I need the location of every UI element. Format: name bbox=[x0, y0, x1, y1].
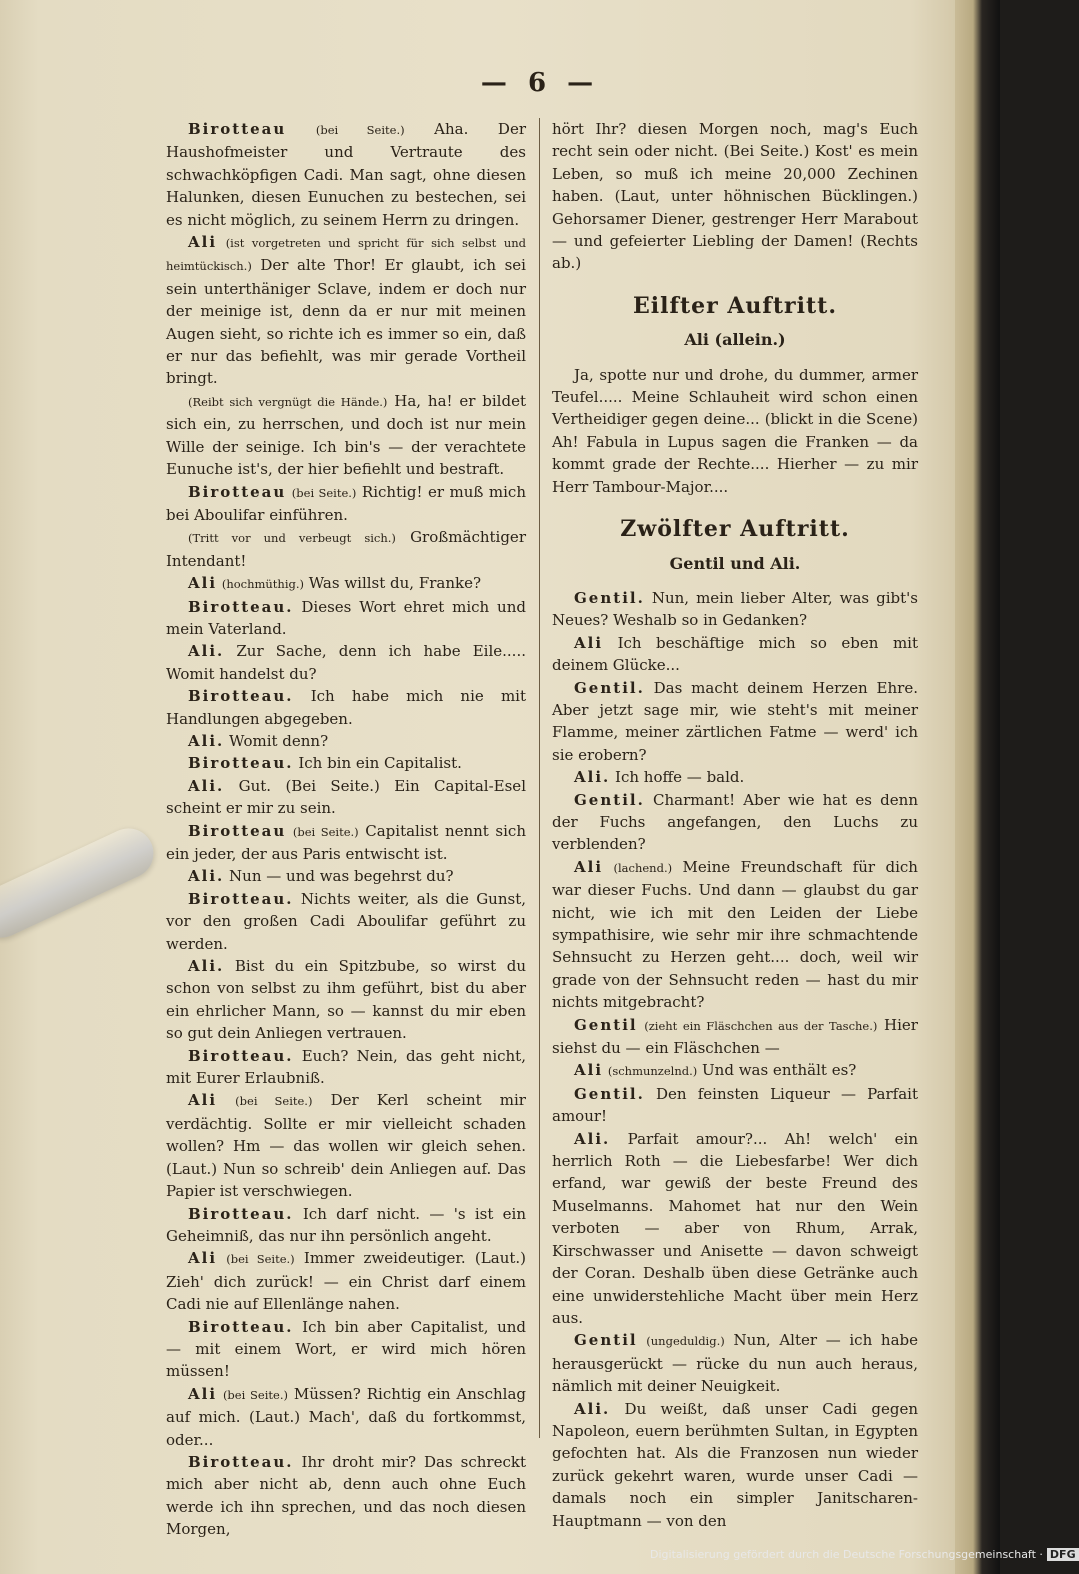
column-divider bbox=[539, 118, 540, 1438]
dialogue-text: Ich bin ein Capitalist. bbox=[298, 754, 462, 773]
dialogue-line bbox=[552, 632, 918, 677]
stage-direction: (schmunzelnd.) bbox=[607, 1064, 698, 1079]
dialogue-line bbox=[166, 955, 526, 1045]
dialogue-line bbox=[166, 640, 526, 685]
speaker-name: Ali. bbox=[188, 957, 225, 976]
dialogue-line bbox=[166, 730, 526, 752]
speaker-name: Ali bbox=[574, 857, 604, 876]
dialogue-text: Ich habe mich nie mit Handlungen abgegeben. bbox=[166, 687, 526, 728]
dialogue-line bbox=[166, 752, 526, 774]
dialogue-line bbox=[166, 1451, 526, 1541]
scene-11-subheading: Ali (allein.) bbox=[684, 330, 786, 350]
speaker-name: Ali. bbox=[188, 731, 225, 750]
dialogue-text: Ich bin aber Capitalist, und — mit einem Wort, er wird mich hören müssen! bbox=[166, 1317, 526, 1381]
continued-dialogue: hört Ihr? diesen Morgen noch, mag's Euch recht sein oder nicht. (Bei Seite.) Kost' es mein Leben, so muß ich meine 20,000 Zechinen haben. (Laut, unter höhnischen Bücklingen.) Gehorsamer Diener, gestrenger Herr Marabout — und gefeierter Liebling der Damen! (Rechts ab.) bbox=[552, 120, 918, 273]
dialogue-text: Immer zweideutiger. (Laut.) Zieh' dich zurück! — ein Christ darf einem Cadi nie auf Ellenlänge nahen. bbox=[166, 1249, 526, 1314]
speaker-name: Gentil. bbox=[574, 790, 645, 809]
stage-direction: (bei Seite.) bbox=[235, 1094, 313, 1109]
speaker-name: Birotteau. bbox=[188, 754, 294, 773]
dialogue-text: Nun — und was begehrst du? bbox=[229, 867, 454, 886]
dialogue-line bbox=[552, 587, 918, 632]
speaker-name: Gentil bbox=[574, 1331, 638, 1350]
speaker-name: Ali. bbox=[188, 642, 225, 661]
dialogue-line bbox=[166, 1045, 526, 1090]
speaker-name: Birotteau bbox=[188, 482, 287, 501]
dialogue-text: Ich darf nicht. — 's ist ein Geheimniß, das nur ihn persönlich angeht. bbox=[166, 1204, 526, 1245]
dialogue-line bbox=[166, 1316, 526, 1383]
speaker-name: Birotteau bbox=[188, 821, 287, 840]
dialogue-line bbox=[552, 677, 918, 767]
stage-direction: (zieht ein Fläschchen aus der Tasche.) bbox=[644, 1018, 878, 1033]
speaker-name: Birotteau. bbox=[188, 1204, 294, 1223]
dialogue-line bbox=[166, 820, 526, 866]
speaker-name: Birotteau. bbox=[188, 1046, 294, 1065]
book-spine-edge bbox=[955, 0, 1000, 1574]
dialogue-line bbox=[166, 526, 526, 572]
speaker-name: Ali. bbox=[188, 776, 225, 795]
speaker-name: Gentil bbox=[574, 1015, 638, 1034]
dialogue-text: Ihr droht mir? Das schreckt mich aber nicht ab, denn auch ohne Euch werde ich ihn sprechen, und das noch diesen Morgen, bbox=[166, 1452, 526, 1539]
dialogue-line bbox=[552, 766, 918, 788]
speaker-name: Ali bbox=[574, 1061, 604, 1080]
dialogue-line bbox=[552, 1329, 918, 1397]
speaker-name: Birotteau. bbox=[188, 889, 294, 908]
stage-direction: (Tritt vor und verbeugt sich.) bbox=[188, 531, 396, 546]
stage-direction: (bei Seite.) bbox=[292, 824, 359, 839]
dialogue-text: Den feinsten Liqueur — Parfait amour! bbox=[552, 1084, 918, 1126]
dialogue-text: Hier siehst du — ein Fläschchen — bbox=[552, 1015, 918, 1058]
left-text-column bbox=[166, 118, 526, 1541]
speaker-name: Ali bbox=[188, 1091, 218, 1110]
dialogue-line bbox=[166, 1247, 526, 1315]
dialogue-text: Das macht deinem Herzen Ehre. Aber jetzt sage mir, wie steht's mit meiner Flamme, meiner zärtlichen Fatme — werd' ich sie erobern? bbox=[552, 678, 918, 764]
dialogue-text: Meine Freundschaft für dich war dieser Fuchs. Und dann — glaubst du gar nicht, wie ich mit den Leiden der Liebe sympathisire, wie sehr mir ihre schmachtende Sehnsucht zu Herzen geht.... doch, weil wir grade von der Sehnsucht reden — hast du mir nichts mitgebracht? bbox=[552, 857, 918, 1012]
speaker-name: Ali bbox=[188, 1249, 218, 1268]
dfg-logo: DFG bbox=[1047, 1548, 1079, 1561]
dialogue-text: Was willst du, Franke? bbox=[308, 574, 482, 593]
dialogue-line bbox=[552, 789, 918, 856]
scene-12-dialogue bbox=[552, 587, 918, 1532]
scene-12-subheading: Gentil und Ali. bbox=[669, 553, 801, 573]
speaker-name: Ali bbox=[188, 574, 218, 593]
dialogue-line bbox=[166, 118, 526, 231]
dialogue-text: Charmant! Aber wie hat es denn der Fuchs angefangen, den Luchs zu verblenden? bbox=[552, 790, 918, 854]
speaker-name: Gentil. bbox=[574, 678, 645, 697]
dialogue-line bbox=[166, 685, 526, 730]
scene-12-heading: Zwölfter Auftritt. bbox=[620, 516, 850, 543]
dialogue-line bbox=[166, 596, 526, 641]
dialogue-line bbox=[166, 390, 526, 481]
dialogue-line bbox=[552, 1128, 918, 1330]
dialogue-text: Ha, ha! er bildet sich ein, zu herrschen, und doch ist nur mein Wille der seinige. Ich bin's — der verachtete Eunuche ist's, der hier befiehlt und bestraft. bbox=[166, 391, 526, 479]
dialogue-text: Dieses Wort ehret mich und mein Vaterland. bbox=[166, 597, 526, 638]
stage-direction: (lachend.) bbox=[613, 860, 673, 875]
stage-direction: (hochmüthig.) bbox=[221, 577, 305, 592]
dialogue-line bbox=[166, 231, 526, 390]
speaker-name: Gentil. bbox=[574, 1084, 645, 1103]
dialogue-line bbox=[166, 1203, 526, 1248]
dialogue-text: Der Kerl scheint mir verdächtig. Sollte er mir vielleicht schaden wollen? Hm — das wollen wir gleich sehen. (Laut.) Nun so schreib' dein Anliegen auf. Das Papier ist verschwiegen. bbox=[166, 1091, 526, 1201]
dialogue-text: Der alte Thor! Er glaubt, ich sei sein unterthäniger Sclave, indem er doch nur der meinige ist, denn da er nur mit meinen Augen sieht, so richte ich es immer so ein, daß er nur das befiehlt, was mir gerade Vortheil bringt. bbox=[166, 256, 526, 388]
dialogue-text: Müssen? Richtig ein Anschlag auf mich. (Laut.) Mach', daß du fortkommst, oder... bbox=[166, 1384, 526, 1449]
dialogue-line bbox=[166, 1089, 526, 1202]
stage-direction: (bei Seite.) bbox=[222, 1387, 288, 1402]
dialogue-text: Nichts weiter, als die Gunst, vor den großen Cadi Aboulifar geführt zu werden. bbox=[166, 889, 526, 953]
dialogue-text: Euch? Nein, das geht nicht, mit Eurer Erlaubniß. bbox=[166, 1046, 526, 1088]
dialogue-line bbox=[552, 856, 918, 1014]
dialogue-text: Aha. Der Haushofmeister und Vertraute des schwachköpfigen Cadi. Man sagt, ohne diesen Halunken, diesen Eunuchen zu bestechen, sei es nicht möglich, zu seinem Herrn zu dringen. bbox=[166, 120, 526, 229]
stage-direction: (ist vorgetreten und spricht für sich selbst und heimtückisch.) bbox=[166, 236, 526, 274]
dialogue-text: Ich hoffe — bald. bbox=[615, 768, 745, 787]
dialogue-text: Ich beschäftige mich so eben mit deinem Glücke... bbox=[552, 633, 918, 675]
dialogue-text: Du weißt, daß unser Cadi gegen Napoleon, euern berühmten Sultan, in Egypten gefochten hat. Als die Franzosen nun wieder zurück gekehrt waren, wurde unser Cadi — damals noch ein simpler Janitscharen-Hauptmann — von den bbox=[552, 1399, 918, 1530]
speaker-name: Gentil. bbox=[574, 588, 645, 607]
speaker-name: Ali. bbox=[574, 768, 611, 787]
dialogue-line bbox=[552, 1083, 918, 1128]
dialogue-line bbox=[166, 481, 526, 527]
dialogue-text: Womit denn? bbox=[229, 731, 329, 750]
dialogue-line bbox=[166, 865, 526, 887]
stage-direction: (Reibt sich vergnügt die Hände.) bbox=[188, 394, 388, 409]
speaker-name: Birotteau. bbox=[188, 1317, 294, 1336]
stage-direction: (ungeduldig.) bbox=[646, 1334, 725, 1349]
scene-11-heading: Eilfter Auftritt. bbox=[633, 292, 837, 319]
right-text-column bbox=[552, 118, 918, 1532]
stage-direction: (bei Seite.) bbox=[315, 123, 405, 137]
speaker-name: Ali. bbox=[188, 867, 225, 886]
speaker-name: Birotteau. bbox=[188, 687, 294, 706]
speaker-name: Ali bbox=[574, 633, 604, 652]
dialogue-text: Parfait amour?... Ah! welch' ein herrlich Roth — die Liebesfarbe! Wer dich erfand, war gewiß der beste Freund des Muselmanns. Mahomet hat nur den Wein verboten — aber von Rhum, Arrak, Kirschwasser und Anisette — davon schweigt der Coran. Deshalb üben diese Getränke auch eine unwiderstehliche Macht über mein Herz aus. bbox=[552, 1129, 918, 1327]
dialogue-text: Zur Sache, denn ich habe Eile..... Womit handelst du? bbox=[166, 642, 526, 683]
dialogue-text: Und was enthält es? bbox=[702, 1061, 857, 1080]
dialogue-line bbox=[552, 1014, 918, 1060]
dialogue-line bbox=[166, 775, 526, 820]
speaker-name: Ali. bbox=[574, 1129, 611, 1148]
scene-11-monologue: Ja, spotte nur und drohe, du dummer, armer Teufel..... Meine Schlauheit wird schon einen Vertheidiger gegen deine... (blickt in die Scene) Ah! Fabula in Lupus sagen die Franken — da kommt grade der Rechte.... Hierher — zu mir Herr Tambour-Major.... bbox=[552, 365, 918, 496]
speaker-name: Ali bbox=[188, 1384, 218, 1403]
digitization-footer bbox=[650, 1548, 1079, 1561]
dialogue-line bbox=[166, 888, 526, 955]
dialogue-text: Bist du ein Spitzbube, so wirst du schon von selbst zu ihm geführt, bist du aber ein ehrlicher Mann, so — kannst du mir eben so gut dein Anliegen vertrauen. bbox=[166, 957, 526, 1043]
stage-direction: (bei Seite.) bbox=[226, 1252, 295, 1267]
speaker-name: Birotteau bbox=[188, 120, 287, 138]
page-number: — 6 — bbox=[480, 68, 600, 98]
dialogue-text: Gut. (Bei Seite.) Ein Capital-Esel scheint er mir zu sein. bbox=[166, 776, 526, 818]
dialogue-text: Nun, Alter — ich habe herausgerückt — rücke du nun auch heraus, nämlich mit deiner Neuigkeit. bbox=[552, 1331, 918, 1396]
dialogue-text: Richtig! er muß mich bei Aboulifar einführen. bbox=[166, 482, 526, 524]
dialogue-line bbox=[166, 1383, 526, 1451]
speaker-name: Birotteau. bbox=[188, 597, 294, 616]
footer-text: Digitalisierung gefördert durch die Deutsche Forschungsgemeinschaft · bbox=[650, 1548, 1043, 1561]
speaker-name: Ali bbox=[188, 233, 218, 252]
dialogue-text: Capitalist nennt sich ein jeder, der aus Paris entwischt ist. bbox=[166, 821, 526, 863]
dialogue-text: Großmächtiger Intendant! bbox=[166, 528, 526, 570]
dialogue-text: Nun, mein lieber Alter, was gibt's Neues? Weshalb so in Gedanken? bbox=[552, 588, 918, 630]
speaker-name: Birotteau. bbox=[188, 1452, 294, 1471]
dialogue-line bbox=[552, 1059, 918, 1082]
stage-direction: (bei Seite.) bbox=[291, 485, 357, 500]
speaker-name: Ali. bbox=[574, 1399, 611, 1418]
dialogue-line bbox=[166, 572, 526, 595]
dialogue-line bbox=[552, 1398, 918, 1532]
